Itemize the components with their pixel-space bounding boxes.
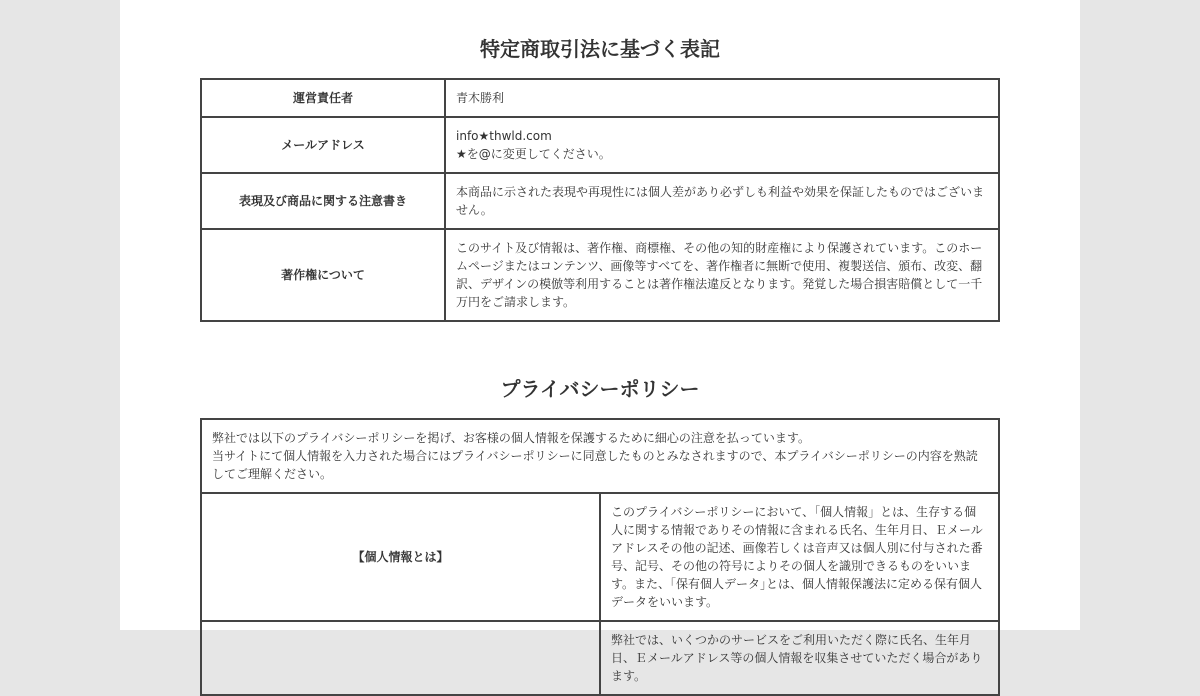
row-label: 【個人情報とは】 (201, 493, 600, 621)
table-row (201, 79, 999, 117)
row-value (600, 621, 999, 695)
row-value (445, 117, 999, 173)
table-row (201, 117, 999, 173)
row-value (445, 229, 999, 321)
row-label (201, 621, 600, 695)
table-row (201, 621, 999, 695)
tokushoho-table (200, 78, 1000, 322)
email-note: ★を@に変更してください。 (456, 147, 611, 161)
row-value-line: 青木勝利 (456, 91, 505, 105)
row-label: 表現及び商品に関する注意書き (201, 173, 445, 229)
row-label: 著作権について (201, 229, 445, 321)
table-row (201, 419, 999, 493)
tokushoho-title: 特定商取引法に基づく表記 (480, 37, 720, 61)
row-value (600, 493, 999, 621)
row-value (445, 79, 999, 117)
row-value-line: 弊社では、いくつかのサービスをご利用いただく際に氏名、生年月日、Ｅメールアドレス等の個人情報を収集させていただく場合があります。 (611, 633, 983, 683)
table-row (201, 229, 999, 321)
intro-line: 弊社では以下のプライバシーポリシーを掲げ、お客様の個人情報を保護するために細心の注意を払っています。 (212, 431, 810, 445)
privacy-table (200, 418, 1000, 696)
row-value-line: このサイト及び情報は、著作権、商標権、その他の知的財産権により保護されています。このホームページまたはコンテンツ、画像等すべてを、著作権者に無断で使用、複製送信、頒布、改変、翻訳、デザインの模倣等利用することは著作権法違反となります。発覚した場合損害賠償として一千万円をご請求します。 (456, 241, 983, 309)
row-value-line: 本商品に示された表現や再現性には個人差があり必ずしも利益や効果を保証したものではございません。 (456, 185, 985, 217)
row-value (445, 173, 999, 229)
table-row (201, 493, 999, 621)
table-row (201, 173, 999, 229)
privacy-intro (201, 419, 999, 493)
row-label: メールアドレス (201, 117, 445, 173)
intro-line: 当サイトにて個人情報を入力された場合にはプライバシーポリシーに同意したものとみなされますので、本プライバシーポリシーの内容を熟読してご理解ください。 (212, 449, 978, 481)
row-label: 運営責任者 (201, 79, 445, 117)
row-value-line: このプライバシーポリシーにおいて、「個人情報」とは、生存する個人に関する情報でありその情報に含まれる氏名、生年月日、Ｅメールアドレスその他の記述、画像若しくは音声又は個人別に付与された番号、記号、その他の符号によりその個人を識別できるものをいいます。また、｢保有個人データ｣とは、個人情報保護法に定める保有個人データをいいます。 (611, 505, 983, 609)
privacy-title: プライバシーポリシー (500, 377, 700, 401)
page-container (120, 0, 1080, 683)
email-address: info★thwld.com (456, 129, 552, 143)
